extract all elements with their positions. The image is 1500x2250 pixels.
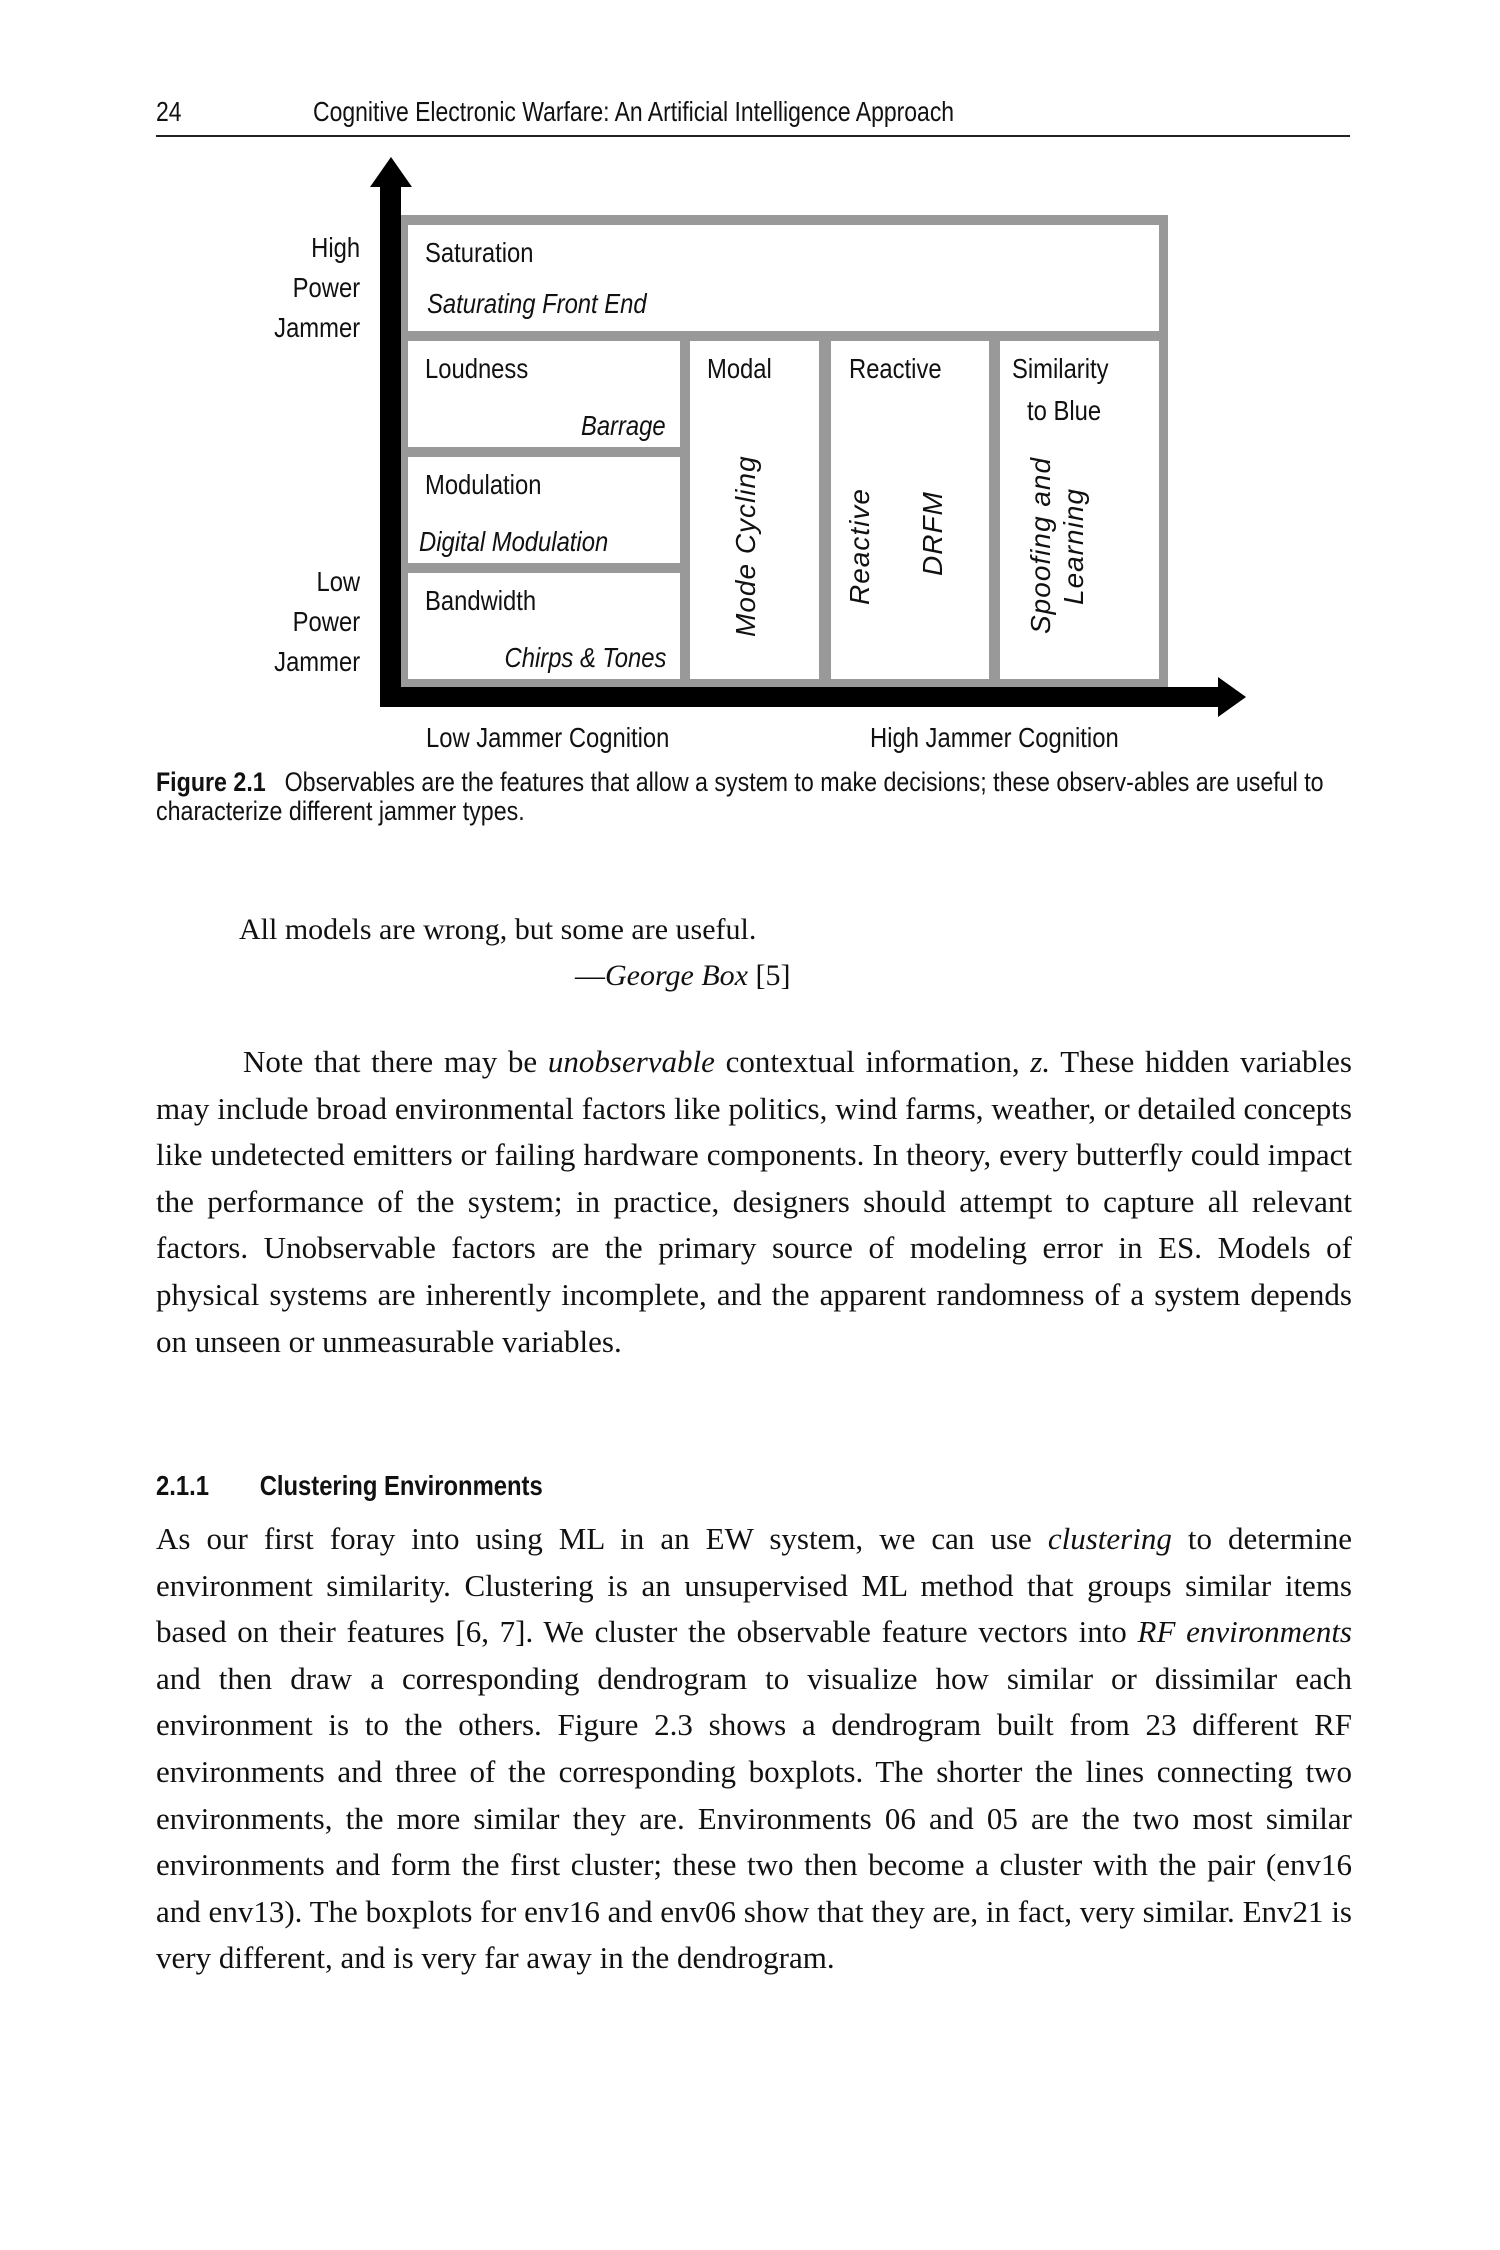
cell-similarity: [1000, 341, 1159, 679]
y-axis-arrow-icon: [370, 157, 412, 187]
cell-reactive-example-1: Reactive: [844, 488, 875, 605]
running-title: Cognitive Electronic Warfare: An Artificial Intelligence Approach: [313, 96, 955, 127]
cell-saturation-example: Saturating Front End: [427, 288, 647, 319]
x-axis-arrow-icon: [1218, 677, 1246, 717]
section-number: 2.1.1: [156, 1470, 209, 1501]
cell-similarity-title-2: to Blue: [1027, 395, 1102, 426]
cell-saturation-title: Saturation: [425, 237, 534, 268]
cell-similarity-example-2: Learning: [1058, 488, 1089, 605]
body-paragraph-1: Note that there may be unobservable contextual information, z. These hidden variables may include broad environmental factors like politics, wind farms, weather, or detailed concepts like undetected emitters or failing hardware components. In theory, every butterfly could impact the performance of the system; in practice, designers should attempt to capture all relevant factors. Unobservable factors are the primary source of modeling error in ES. Models of physical systems are inherently incomplete, and the apparent randomness of a system depends on unseen or unmeasurable variables.: [156, 1044, 1352, 1359]
cell-similarity-example-1: Spoofing and: [1025, 456, 1056, 634]
cell-similarity-title-1: Similarity: [1012, 353, 1109, 384]
cell-loudness: [408, 341, 680, 447]
cell-loudness-example: Barrage: [581, 410, 666, 441]
epigraph-author: George Box: [605, 959, 748, 992]
epigraph-citation: [5]: [748, 959, 791, 992]
cell-modal: [690, 341, 819, 679]
section-title: Clustering Environments: [259, 1470, 543, 1501]
epigraph-attribution: —George Box [5]: [575, 959, 791, 992]
cell-modulation-example: Digital Modulation: [419, 526, 609, 557]
cell-modal-example: Mode Cycling: [730, 455, 761, 637]
header-rule: [156, 135, 1350, 137]
x-axis-low-label: Low Jammer Cognition: [426, 722, 670, 753]
cell-saturation: [408, 225, 1159, 331]
cell-modulation-title: Modulation: [425, 469, 542, 500]
body-paragraph-2: As our first foray into using ML in an EW system, we can use clustering to determine environment similarity. Clustering is an unsupervised ML method that groups similar items based on their features [6, 7]. We cluster the observable feature vectors into RF environments and then draw a corresponding dendrogram to visualize how similar or dissimilar each environment is to the others. Figure 2.3 shows a dendrogram built from 23 different RF environments and three of the corresponding boxplots. The shorter the lines connecting two environments, the more similar they are. Environments 06 and 05 are the two most similar environments and form the first cluster; these two then become a cluster with the pair (env16 and env13). The boxplots for env16 and env06 show that they are, in fact, very similar. Env21 is very different, and is very far away in the dendrogram.: [156, 1521, 1352, 1976]
x-axis-high-label: High Jammer Cognition: [870, 722, 1119, 753]
cell-bandwidth-title: Bandwidth: [425, 585, 537, 616]
cell-loudness-title: Loudness: [425, 353, 529, 384]
y-axis-low-label: Low Power Jammer: [274, 566, 360, 677]
figure-caption-text: Observables are the features that allow a system to make decisions; these observ-ables are useful to characterize different jammer types.: [156, 767, 1324, 826]
cell-reactive-title: Reactive: [849, 353, 942, 384]
cell-modulation: [408, 457, 680, 563]
x-axis: [380, 687, 1225, 707]
y-axis: [380, 185, 401, 707]
section-heading: [156, 1470, 543, 1502]
cell-reactive: [831, 341, 989, 679]
cell-modal-title: Modal: [707, 353, 772, 384]
cell-reactive-example-2: DRFM: [917, 491, 948, 576]
figure-caption-label: Figure 2.1: [156, 767, 266, 797]
y-axis-high-label: High Power Jammer: [274, 232, 360, 343]
page-number: 24: [156, 96, 182, 127]
epigraph-quote: All models are wrong, but some are useful.: [239, 913, 757, 946]
cell-bandwidth: [408, 573, 680, 679]
cell-bandwidth-example: Chirps & Tones: [504, 642, 666, 673]
figure-caption: [156, 768, 1350, 826]
